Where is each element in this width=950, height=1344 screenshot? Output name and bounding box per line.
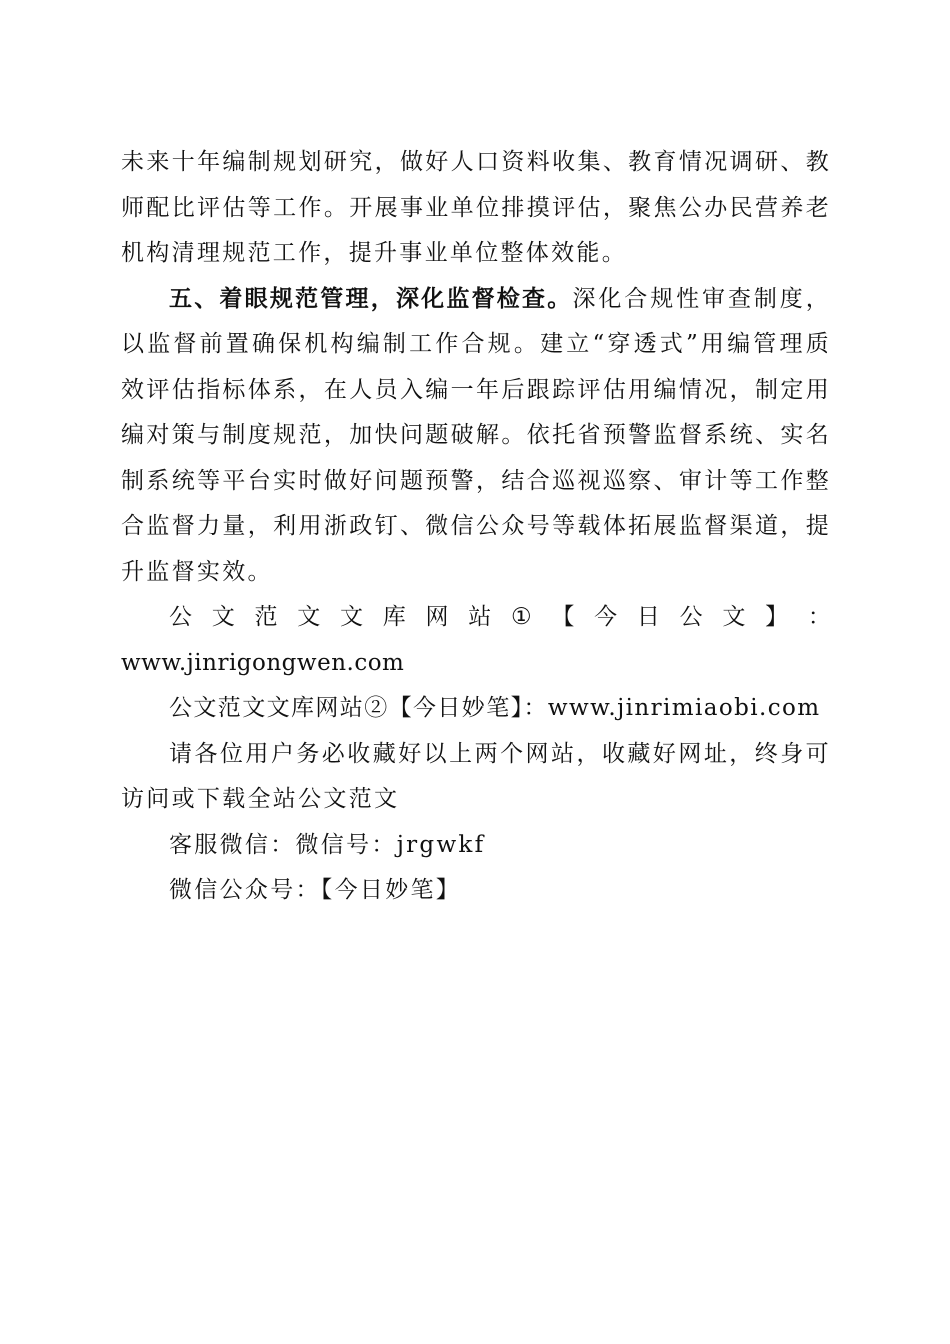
paragraph-section-5: [121, 277, 831, 596]
section-5-heading: 五、着眼规范管理，深化监督检查。: [169, 285, 573, 312]
site-1-char: 日: [636, 604, 660, 630]
site-1-char: 公: [679, 604, 703, 630]
site-1-char: 站: [468, 604, 492, 630]
footer-site-1-label: [121, 595, 831, 641]
site-1-char: ①: [511, 604, 532, 630]
site-1-char: ：: [807, 604, 831, 630]
site-1-char: 今: [594, 604, 618, 630]
footer-site-2: 公文范文文库网站②【今日妙笔】：www.jinrimiaobi.com: [169, 695, 821, 721]
site-1-char: 公: [169, 604, 192, 630]
site-1-char: 文: [211, 604, 235, 630]
footer-reminder: 请各位用户务必收藏好以上两个网站，收藏好网址，终身可访问或下载全站公文范文: [121, 740, 831, 812]
document-body: [121, 140, 831, 914]
footer-service-wechat: 客服微信：微信号：jrgwkf: [169, 831, 486, 858]
site-1-char: 文: [340, 604, 363, 630]
footer-official-account: 微信公众号：【今日妙笔】: [169, 877, 462, 903]
site-1-char: 】: [765, 604, 789, 630]
site-1-char: 网: [425, 604, 449, 630]
paragraph-continuation: 未来十年编制规划研究，做好人口资料收集、教育情况调研、教师配比评估等工作。开展事业单位排摸评估，聚焦公办民营养老机构清理规范工作，提升事业单位整体效能。: [121, 149, 831, 266]
footer-site-1-url: www.jinrigongwen.com: [121, 649, 405, 676]
site-1-char: 范: [254, 604, 278, 630]
site-1-char: 库: [382, 604, 406, 630]
site-1-char: 文: [297, 604, 321, 630]
site-1-char: 【: [551, 604, 575, 630]
section-5-body: 深化合规性审查制度，以监督前置确保机构编制工作合规。建立“穿透式”用编管理质效评估指标体系，在人员入编一年后跟踪评估用编情况，制定用编对策与制度规范，加快问题破解。依托省预警监督系统、实名制系统等平台实时做好问题预警，结合巡视巡察、审计等工作整合监督力量，利用浙政钉、微信公众号等载体拓展监督渠道，提升监督实效。: [121, 285, 831, 585]
site-1-char: 文: [722, 604, 746, 630]
